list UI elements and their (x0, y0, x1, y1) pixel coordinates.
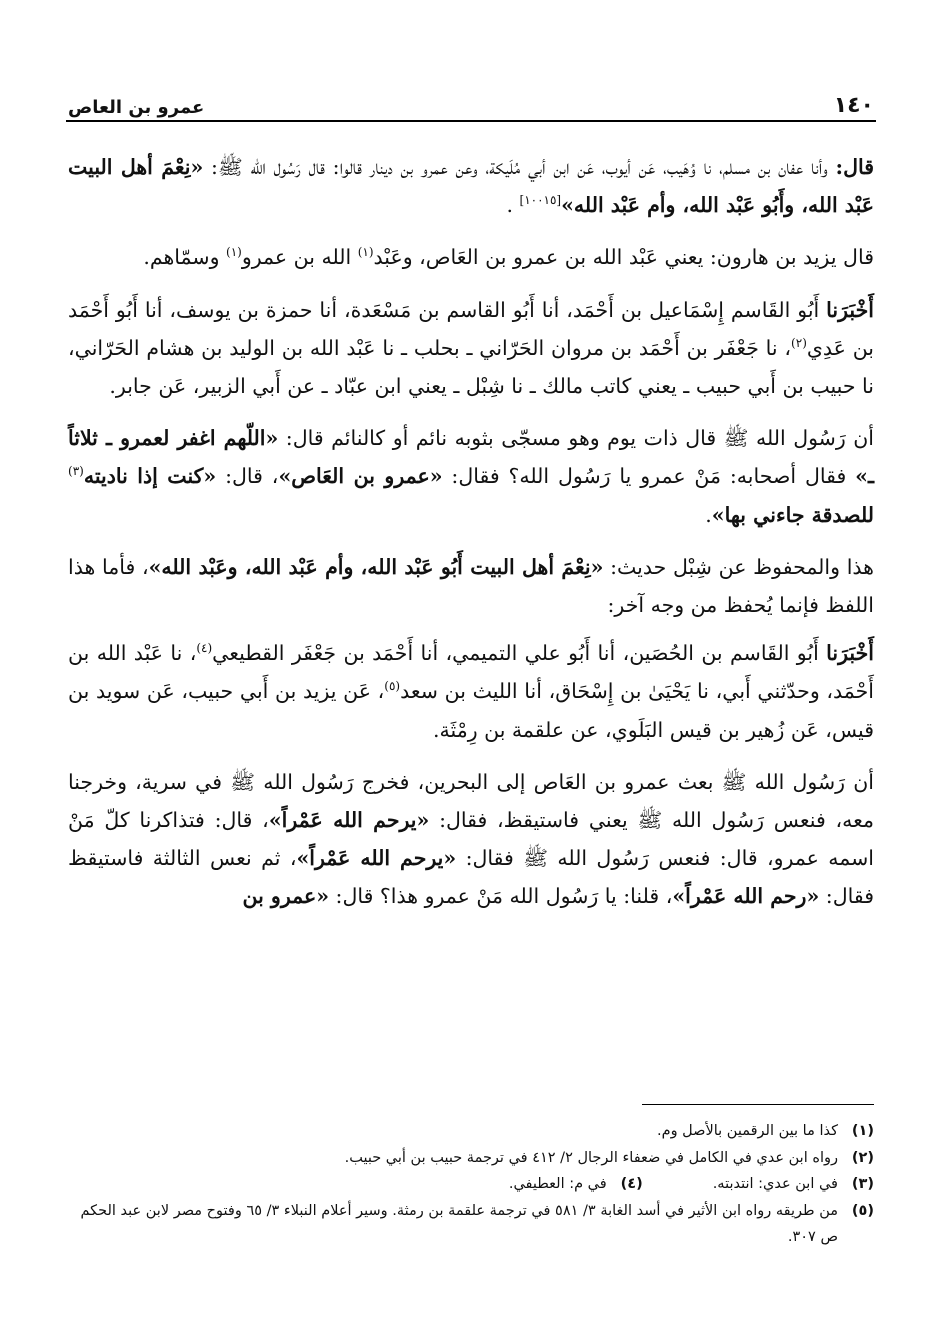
paragraph-text: فقال أصحابه: مَنْ عمرو يا رَسُول الله؟ فقال: (442, 464, 856, 489)
paragraph-6 (68, 634, 874, 749)
footnote-text: في ابن عدي: انتدبته. (712, 1176, 838, 1192)
paragraph-text: ، قال: فتذاكرنا كلّ مَنْ اسمه عمرو، قال: فنعس رَسُول الله ﷺ فقال: (68, 808, 874, 871)
paragraph-5 (68, 548, 874, 624)
header-rule (66, 120, 876, 122)
running-title: عمرو بن العاص (68, 97, 205, 118)
footnote-marker: (٤) (196, 641, 213, 656)
footnote-marker: (٥) (384, 679, 401, 694)
paragraph-text: ، ثم نعس الثالثة فاستيقظ فقال: (68, 846, 874, 909)
hadith-quote: «يرحم الله عَمْراً» (296, 846, 457, 871)
paragraph-text: قال يزيد بن هارون: يعني عَبْد الله بن عمرو بن العَاص، وعَبْد (373, 245, 874, 270)
footnote-gap (643, 1171, 713, 1198)
footnote-marker: (١) (357, 245, 374, 260)
paragraph-text: وسمّاهم. (143, 245, 226, 270)
paragraph-lead: أَخْبَرَنا (826, 297, 874, 322)
paragraph-text: ، نا جَعْفَر بن أَحْمَد بن مروان الحَرّاني ـ بحلب ـ نا عَبْد الله بن الوليد بن هشام الحَرّاني، نا حبيب بن أَبي حبيب ـ يعني كاتب مالك ـ نا شِبْل ـ يعني ابن عبّاد ـ عن أَبي الزبير، عَن جابر. (68, 335, 874, 399)
footnote-number: (٢) (851, 1149, 874, 1166)
hadith-quote: «اللّهم اغفر لعمرو ـ ثلاثاً ـ» (68, 426, 874, 489)
paragraph-text: ، عَن يزيد بن أَبي حبيب، عَن سويد بن قيس، عَن زُهير بن قيس البَلَوي، عن علقمة بن رِمْثَة. (68, 679, 874, 742)
footnote-text: في م: العطيفي. (508, 1176, 607, 1192)
paragraph-text: أَبُو القَاسم إِسْمَاعيل بن أَحْمَد، أنا أَبُو القاسم بن مَسْعَدة، أنا حمزة بن يوسف، أنا أَبُو أَحْمَد بن عَدِي (68, 297, 875, 360)
paragraph-lead: أَخْبَرَنا (826, 641, 874, 666)
paragraph-text: ، نا عَبْد الله بن أَحْمَد، وحدّثني أَبي، نا يَحْيَىٰ بن إِسْحَاق، أنا الليث بن سعد (68, 641, 874, 704)
footnote-rule (642, 1104, 874, 1105)
footnote-text: من طريقه رواه ابن الأثير في أسد الغابة ٣/ ٥٨١ في ترجمة علقمة بن رمثة. وسير أعلام النبلاء ٣/ ٦٥ وفتوح مصر لابن عبد الحكم ص ٣٠٧. (80, 1202, 838, 1245)
paragraph-text: أن رَسُول الله ﷺ بعث عمرو بن العَاص إلى البحرين، فخرج رَسُول الله ﷺ في سرية، وخرجنا معه، فنعس رَسُول الله ﷺ يعني فاستيقظ، فقال: (68, 769, 874, 833)
hadith-quote: «رحم الله عَمْراً» (672, 884, 820, 909)
hadith-quote: «عمرو بن العَاص» (278, 464, 443, 489)
footnote-text: رواه ابن عدي في الكامل في ضعفاء الرجال ٢/ ٤١٢ في ترجمة حبيب بن أبي حبيب. (344, 1149, 838, 1166)
footnote-marker: (١) (226, 245, 242, 260)
hadith-quote: «عمرو بن (242, 884, 330, 909)
footnote-item (68, 1118, 874, 1145)
footnotes (68, 1118, 874, 1251)
paragraph-end: . (705, 502, 712, 527)
footnote-number: (١) (851, 1123, 874, 1139)
paragraph-text: وأنا عفان بن مسلم، نا وُهَيب، عَن أيوب، عَن ابن أبي مُلَيكة، وعن عمرو بن دينار قالوا: قال رَسُول الله ﷺ: (203, 155, 836, 179)
hadith-quote: «كنت إذا ناديته (83, 464, 217, 489)
footnote-number: (٥) (851, 1202, 874, 1219)
footnote-number: (٤) (620, 1176, 643, 1192)
paragraph-1 (68, 148, 874, 224)
paragraph-text: ، فأما هذا اللفظ فإنما يُحفظ من وجه آخر: (68, 554, 874, 618)
footnote-item (713, 1171, 874, 1198)
footnote-item (68, 1198, 874, 1251)
paragraph-text: أَبُو القَاسم بن الحُصَين، أنا أَبُو علي التميمي، أنا أَحْمَد بن جَعْفَر القطيعي (212, 641, 827, 666)
footnote-marker: (٢) (791, 335, 807, 350)
paragraph-text: ، قلنا: يا رَسُول الله مَنْ عمرو هذا؟ قال: (329, 884, 673, 909)
reference-number: [١٠٠١٥] (519, 193, 562, 208)
main-text (68, 148, 874, 930)
paragraph-text: ، قال: (216, 464, 279, 489)
paragraph-text: الله بن عمرو (241, 245, 358, 270)
paragraph-3 (68, 291, 874, 406)
footnote-text: كذا ما بين الرقمين بالأصل وم. (656, 1123, 838, 1139)
footnote-marker: (٣) (68, 464, 84, 479)
paragraph-lead: قال: (835, 155, 875, 179)
footnote-item (68, 1145, 874, 1172)
footnote-row (68, 1171, 874, 1198)
paragraph-7 (68, 763, 874, 916)
footnote-number: (٣) (851, 1176, 874, 1192)
page-number: ١٤٠ (833, 93, 874, 118)
paragraph-text: هذا والمحفوظ عن شِبْل حديث: (603, 554, 874, 579)
footnote-item (509, 1171, 643, 1198)
paragraph-4 (68, 419, 874, 534)
paragraph-2 (68, 238, 874, 276)
paragraph-end: . (506, 193, 520, 218)
paragraph-text: أن رَسُول الله ﷺ قال ذات يوم وهو مسجّى بثوبه نائم أو كالنائم قال: (278, 426, 874, 451)
hadith-quote: للصدقة جاءني بها» (711, 502, 874, 527)
hadith-quote: «نِعْمَ أهل البيت أَبُو عَبْد الله، وأم عَبْد الله، وعَبْد الله» (148, 554, 604, 579)
hadith-quote: «يرحم الله عَمْراً» (268, 808, 430, 833)
running-head (68, 84, 874, 118)
hadith-quote: «نِعْمَ أهل البيت عَبْد الله، وأَبُو عَبْد الله، وأم عَبْد الله» (68, 155, 874, 218)
